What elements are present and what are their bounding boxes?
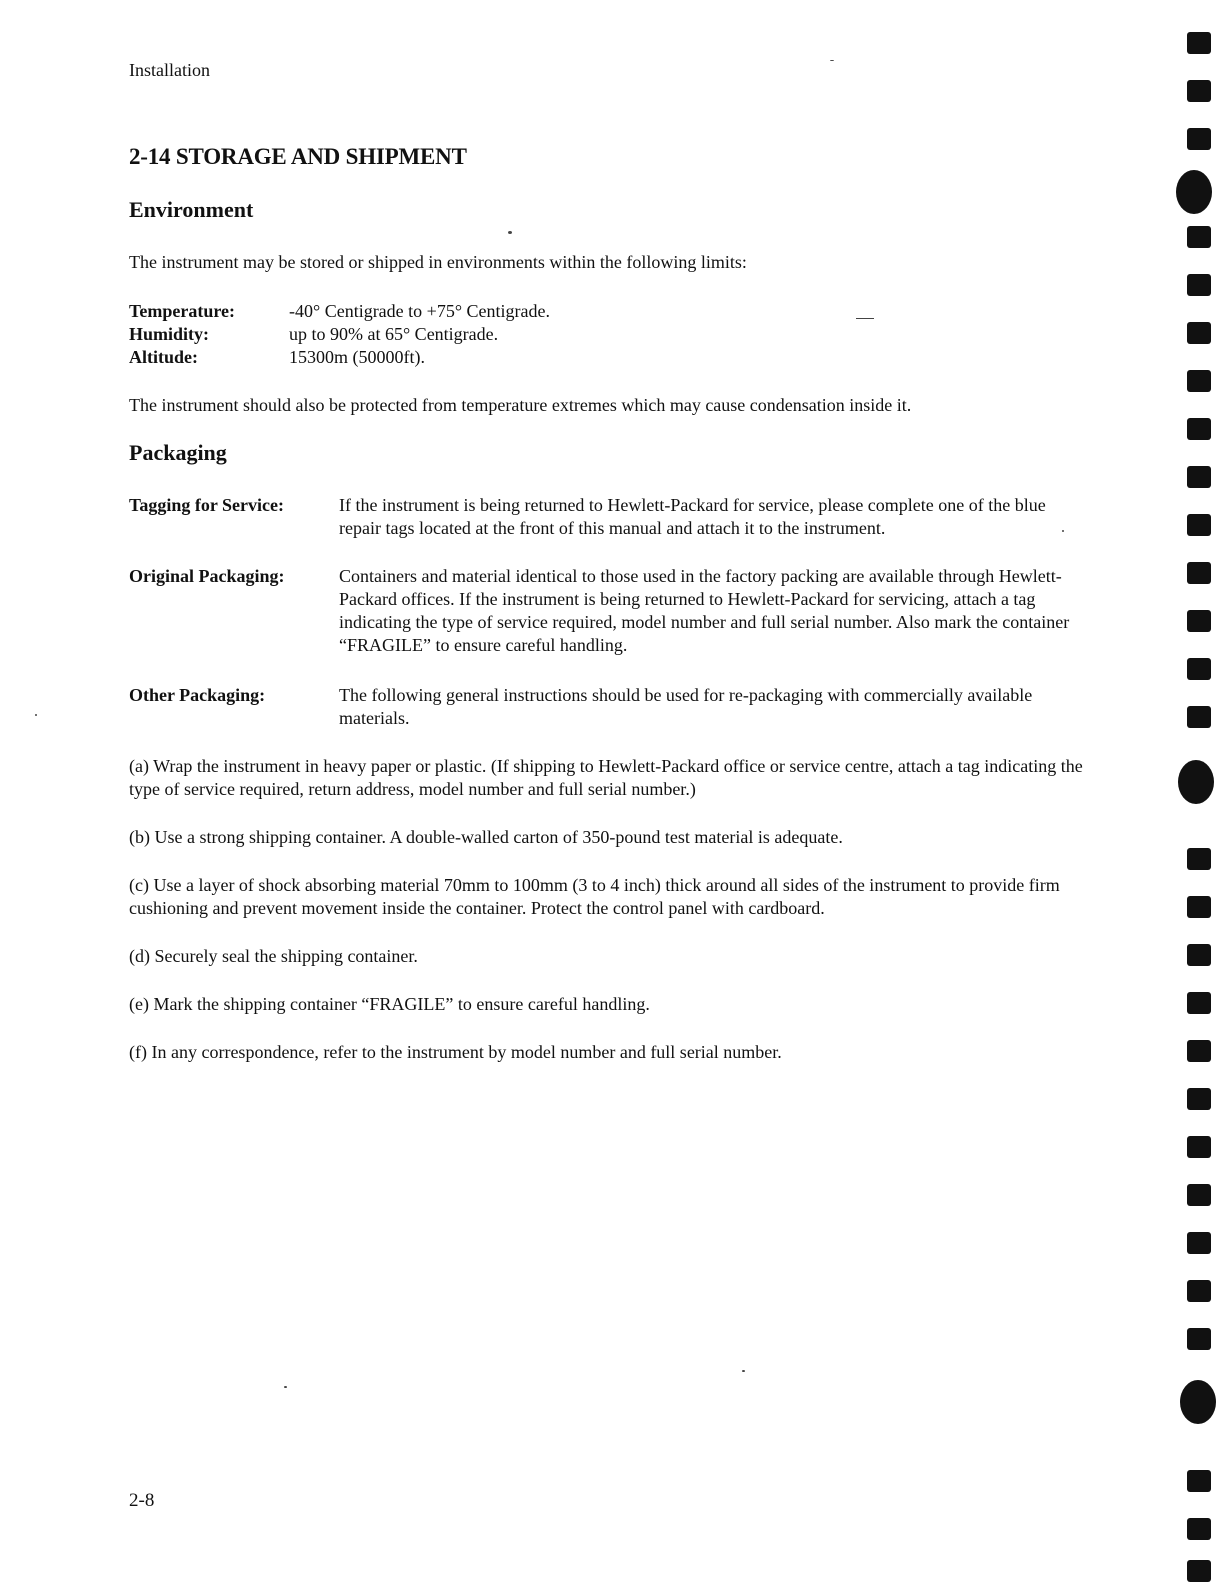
binding-hole xyxy=(1187,1328,1211,1350)
scan-speck xyxy=(742,1370,745,1372)
binding-hole-round xyxy=(1180,1380,1216,1424)
environment-intro: The instrument may be stored or shipped in environments within the following limits: xyxy=(129,252,747,272)
packaging-step-c: (c) Use a layer of shock absorbing material 70mm to 100mm (3 to 4 inch) thick around all sides of the instrument to provide firm cushioning and prevent movement inside the container. Protect the control panel with cardboard. xyxy=(129,875,1060,918)
binding-hole xyxy=(1187,1518,1211,1540)
packaging-step-a: (a) Wrap the instrument in heavy paper or plastic. (If shipping to Hewlett-Packard office or service centre, attach a tag indicating the type of service required, return address, model number and full serial number.) xyxy=(129,756,1083,799)
binding-hole-round xyxy=(1178,760,1214,804)
packaging-item-text: If the instrument is being returned to Hewlett-Packard for service, please complete one of the blue repair tags located at the front of this manual and attach it to the instrument. xyxy=(339,495,1046,538)
scan-speck xyxy=(508,231,512,234)
binding-hole xyxy=(1187,1560,1211,1582)
scan-speck xyxy=(35,714,37,716)
binding-hole xyxy=(1187,1184,1211,1206)
binding-hole xyxy=(1187,1232,1211,1254)
binding-hole xyxy=(1187,610,1211,632)
binding-hole xyxy=(1187,992,1211,1014)
binding-hole-round xyxy=(1176,170,1212,214)
binding-hole xyxy=(1187,1280,1211,1302)
binding-hole xyxy=(1187,896,1211,918)
scan-speck xyxy=(830,60,834,61)
packaging-item-other xyxy=(129,684,1079,730)
scan-speck xyxy=(856,318,874,319)
spec-label: Temperature: xyxy=(129,301,235,321)
binding-hole xyxy=(1187,1136,1211,1158)
binding-hole xyxy=(1187,1470,1211,1492)
binding-hole xyxy=(1187,128,1211,150)
packaging-step-b: (b) Use a strong shipping container. A double-walled carton of 350-pound test material is adequate. xyxy=(129,827,843,847)
binding-hole xyxy=(1187,274,1211,296)
spec-value: -40° Centigrade to +75° Centigrade. xyxy=(289,301,550,321)
environment-note: The instrument should also be protected from temperature extremes which may cause condensation inside it. xyxy=(129,395,912,415)
spec-label: Humidity: xyxy=(129,324,210,344)
packaging-item-text: The following general instructions should be used for re-packaging with commercially available materials. xyxy=(339,685,1033,728)
binding-hole xyxy=(1187,418,1211,440)
binding-hole xyxy=(1187,1088,1211,1110)
spec-value: 15300m (50000ft). xyxy=(289,347,425,367)
packaging-item-label: Tagging for Service: xyxy=(129,495,284,515)
packaging-item-label: Original Packaging: xyxy=(129,566,285,586)
packaging-item-tagging xyxy=(129,494,1079,540)
binding-hole xyxy=(1187,226,1211,248)
binding-hole xyxy=(1187,466,1211,488)
page-title: 2-14 STORAGE AND SHIPMENT xyxy=(129,144,467,169)
packaging-heading: Packaging xyxy=(129,440,227,465)
scan-speck xyxy=(1062,530,1064,532)
packaging-item-original xyxy=(129,565,1079,657)
binding-hole xyxy=(1187,706,1211,728)
packaging-item-text: Containers and material identical to those used in the factory packing are available through Hewlett-Packard offices. If the instrument is being returned to Hewlett-Packard for servicing, attach a tag indicating the type of service required, model number and full serial number. Also mark the container “FRAGILE” to ensure careful handling. xyxy=(339,566,1070,655)
spec-row-humidity xyxy=(129,323,498,345)
binding-hole xyxy=(1187,848,1211,870)
binding-hole xyxy=(1187,370,1211,392)
page-number: 2-8 xyxy=(129,1490,155,1511)
binding-hole xyxy=(1187,658,1211,680)
binding-hole xyxy=(1187,1040,1211,1062)
binding-hole xyxy=(1187,32,1211,54)
packaging-step-d: (d) Securely seal the shipping container. xyxy=(129,946,418,966)
spec-row-altitude xyxy=(129,346,425,368)
binding-hole xyxy=(1187,80,1211,102)
spec-row-temperature xyxy=(129,300,550,322)
environment-heading: Environment xyxy=(129,197,254,222)
spec-label: Altitude: xyxy=(129,347,198,367)
section-header-label: Installation xyxy=(129,60,210,80)
packaging-item-label: Other Packaging: xyxy=(129,685,266,705)
packaging-step-f: (f) In any correspondence, refer to the instrument by model number and full serial number. xyxy=(129,1042,782,1062)
binding-hole xyxy=(1187,322,1211,344)
binding-hole xyxy=(1187,944,1211,966)
binding-hole xyxy=(1187,562,1211,584)
binding-hole xyxy=(1187,514,1211,536)
scan-speck xyxy=(284,1386,287,1388)
spec-value: up to 90% at 65° Centigrade. xyxy=(289,324,499,344)
packaging-step-e: (e) Mark the shipping container “FRAGILE” to ensure careful handling. xyxy=(129,994,650,1014)
